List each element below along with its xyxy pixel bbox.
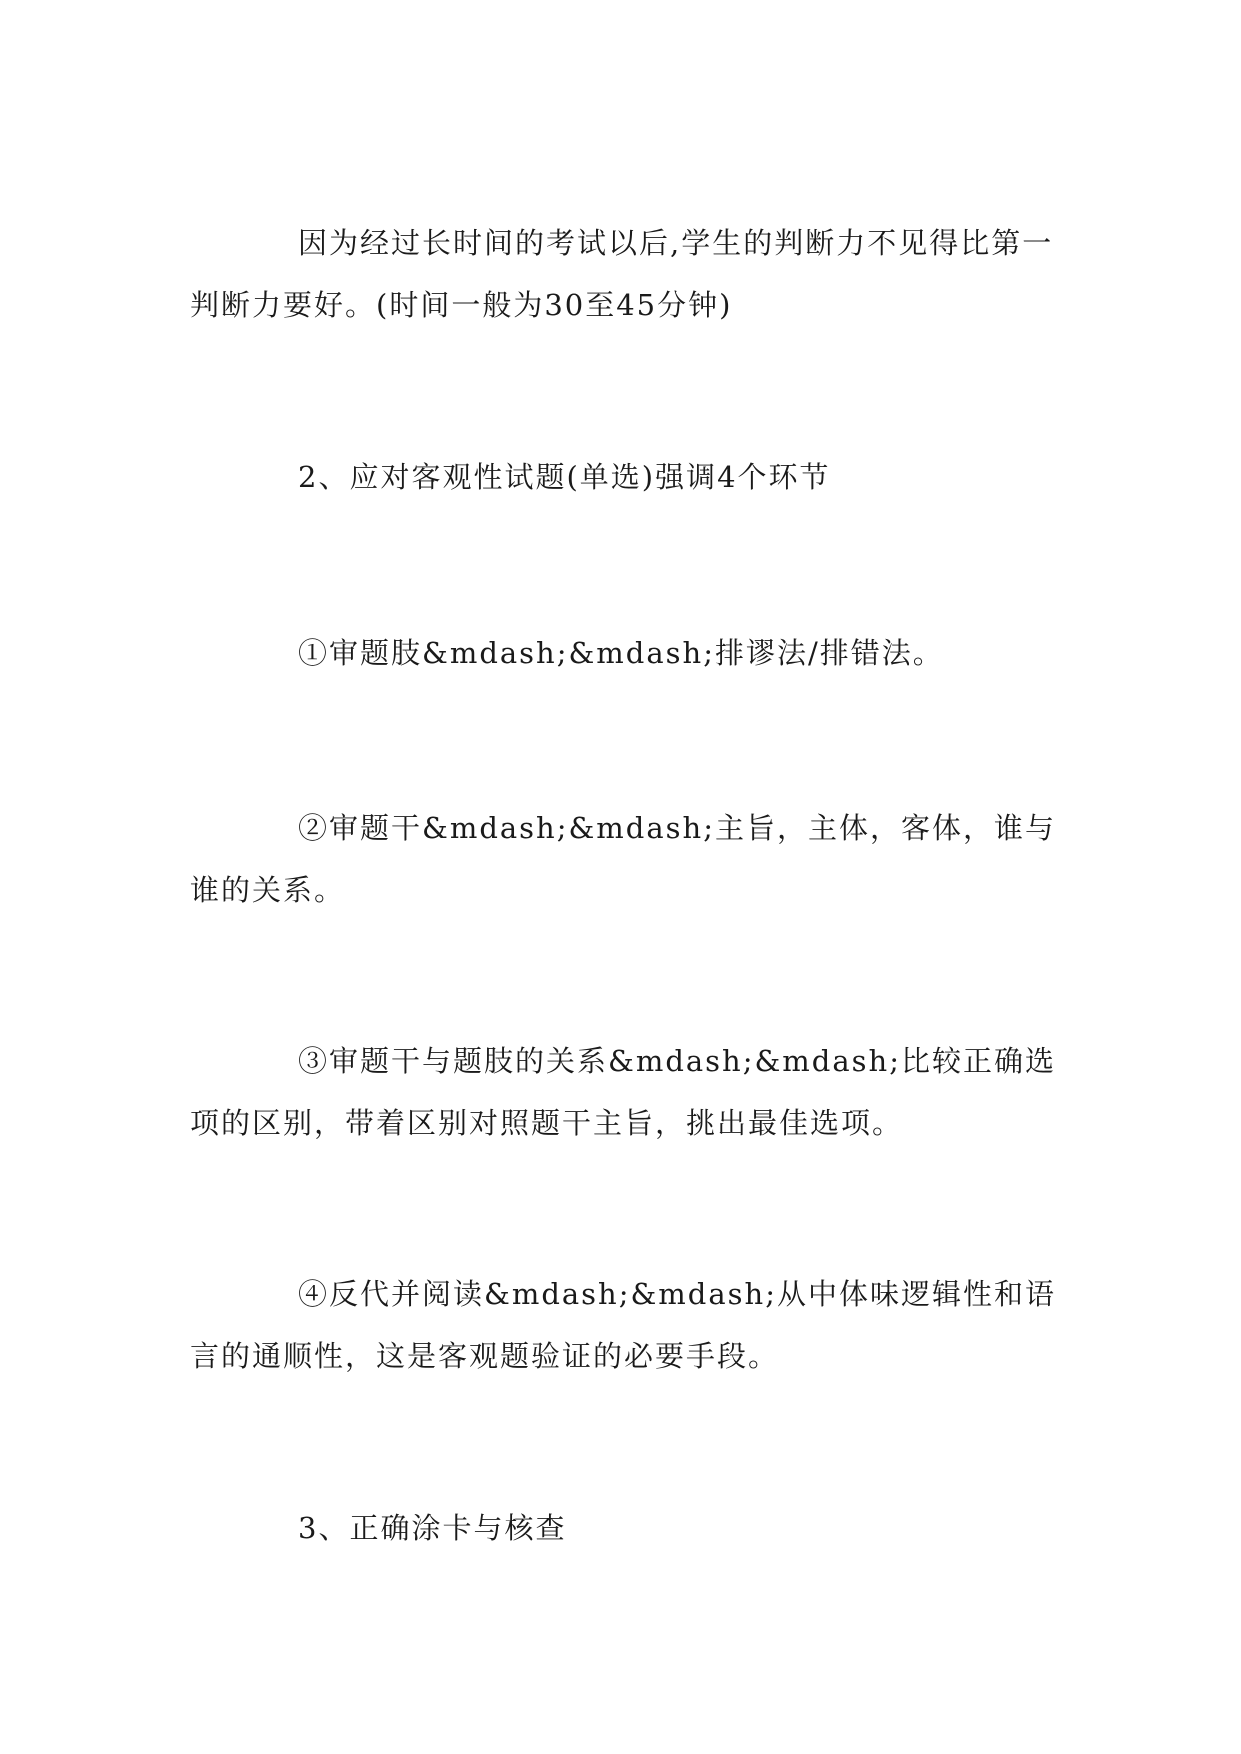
heading-objective-questions: 2、应对客观性试题(单选)强调4个环节 [298,460,831,494]
list-item-4: ④反代并阅读&mdash;&mdash;从中体味逻辑性和语言的通顺性，这是客观题验证的必要手段。 [190,1277,1056,1373]
list-item-3: ③审题干与题肢的关系&mdash;&mdash;比较正确选项的区别，带着区别对照题干主旨，挑出最佳选项。 [190,1044,1056,1140]
list-item-2: ②审题干&mdash;&mdash;主旨，主体，客体，谁与谁的关系。 [190,811,1056,907]
list-item-1: ①审题肢&mdash;&mdash;排谬法/排错法。 [298,636,944,670]
heading-answer-sheet: 3、正确涂卡与核查 [298,1511,567,1545]
paragraph-judgment-note: 因为经过长时间的考试以后,学生的判断力不见得比第一判断力要好。(时间一般为30至45分钟) [190,226,1054,322]
